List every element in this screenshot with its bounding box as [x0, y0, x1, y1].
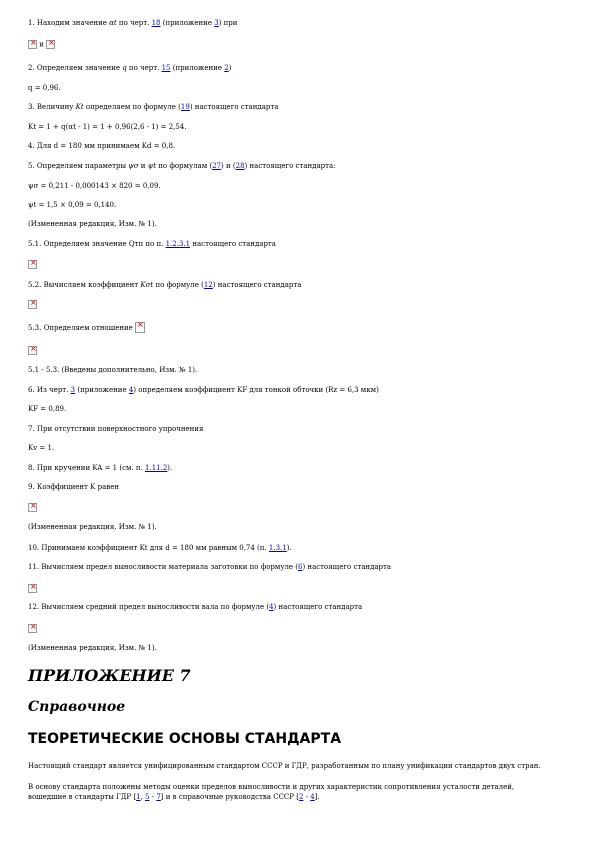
- link-formula[interactable]: 6: [298, 563, 303, 571]
- link-fig[interactable]: 15: [161, 64, 171, 72]
- para-9: ψt = 1,5 × 0,09 = 0,140.: [28, 201, 117, 209]
- para-20: 9. Коэффициент K равен: [28, 483, 120, 491]
- text: 11. Вычисляем предел выносливости материала заготовки по формуле (: [28, 563, 298, 571]
- text: и: [39, 40, 44, 49]
- link-clause[interactable]: 1.11.2: [145, 464, 168, 472]
- link-appendix[interactable]: 4: [128, 386, 134, 394]
- text: 3. Величину: [28, 103, 76, 111]
- para-2: [28, 64, 231, 73]
- text: ) и (: [221, 162, 236, 170]
- para-8: ψσ = 0,211 - 0,000143 × 820 = 0,09.: [28, 182, 161, 190]
- para-24: [28, 603, 362, 612]
- para-1-images: [28, 40, 55, 50]
- text: ) настоящего стандарта: [302, 563, 392, 571]
- broken-image-icon: [28, 300, 37, 309]
- text: 5. Определяем параметры: [28, 162, 129, 170]
- para-11: [28, 240, 276, 249]
- text: определяем по формуле (: [83, 103, 181, 111]
- broken-image-icon: [46, 40, 55, 49]
- link-appendix[interactable]: 3: [214, 19, 219, 27]
- broken-image-icon: [28, 624, 37, 633]
- broken-image-icon: [28, 260, 37, 269]
- formula-image-row: [28, 260, 37, 270]
- text: ] и в справочные руководства СССР [: [160, 793, 299, 801]
- link-clause[interactable]: 1.3.1: [268, 544, 287, 552]
- text: по формулам (: [156, 162, 213, 170]
- text: 5.3. Определяем отношение: [28, 324, 133, 332]
- para-14: 5.1 - 5.3. (Введены дополнительно, Изм. № 1).: [28, 366, 198, 374]
- para-26: Настоящий стандарт является унифицированным стандартом СССР и ГДР, разработанным по плану унификации стандартов двух стран.: [28, 762, 541, 770]
- text: по формуле (: [153, 281, 204, 289]
- text: ].: [314, 793, 320, 801]
- para-27a: В основу стандарта положены методы оценки пределов выносливости и других характеристик сопротивления усталости деталей,: [28, 783, 515, 791]
- link-fig[interactable]: 18: [151, 19, 161, 27]
- para-7: [28, 162, 336, 171]
- para-6: 4. Для d = 180 мм принимаем Kd = 0,8.: [28, 142, 176, 150]
- text: ) настоящего стандарта: [189, 103, 279, 111]
- text: 8. При кручении KA = 1 (см. п.: [28, 464, 146, 472]
- link-formula[interactable]: 27: [212, 162, 222, 170]
- para-10: (Измененная редакция, Изм. № 1).: [28, 220, 157, 228]
- text: настоящего стандарта: [190, 240, 276, 248]
- link-ref[interactable]: 2: [298, 793, 304, 801]
- link-ref[interactable]: 4: [310, 793, 315, 801]
- appendix-subheading: Справочное: [28, 699, 126, 715]
- text: ) определяем коэффициент KF для тонкой обточки (Rz = 6,3 мкм): [133, 386, 379, 394]
- text: ) при: [218, 19, 238, 27]
- text: 1. Находим значение: [28, 19, 110, 27]
- text: -: [149, 793, 157, 801]
- text: ,: [140, 793, 146, 801]
- text: 5.1. Определяем значение Qтп по п.: [28, 240, 166, 248]
- var: ψσ: [128, 162, 139, 170]
- para-19: [28, 464, 172, 473]
- text: 6. Из черт.: [28, 386, 71, 394]
- link-fig[interactable]: 3: [70, 386, 76, 394]
- text: по черт.: [116, 19, 152, 27]
- para-3: q = 0,96.: [28, 84, 61, 92]
- link-formula[interactable]: 4: [269, 603, 274, 611]
- text: ).: [286, 544, 292, 552]
- link-formula[interactable]: 28: [235, 162, 245, 170]
- section-title: ТЕОРЕТИЧЕСКИЕ ОСНОВЫ СТАНДАРТА: [28, 731, 342, 747]
- text: (приложение: [170, 64, 225, 72]
- formula-image-row: [28, 300, 37, 310]
- link-ref[interactable]: 7: [156, 793, 161, 801]
- para-18: Kv = 1.: [28, 444, 55, 452]
- text: и: [138, 162, 148, 170]
- formula-image-row: [28, 584, 37, 594]
- broken-image-icon: [135, 322, 145, 333]
- text: 12. Вычисляем средний предел выносливости вала по формуле (: [28, 603, 270, 611]
- para-21: (Измененная редакция, Изм. № 1).: [28, 523, 157, 531]
- var: q: [122, 64, 127, 72]
- para-17: 7. При отсутствии поверхностного упрочнения: [28, 425, 204, 433]
- broken-image-icon: [28, 40, 37, 49]
- para-27b: [28, 793, 320, 802]
- text: ) настоящего стандарта: [273, 603, 363, 611]
- link-clause[interactable]: 1.2.3.1: [165, 240, 191, 248]
- text: вошедшие в стандарты ГДР [: [28, 793, 137, 801]
- para-13: [28, 322, 145, 333]
- var: Kσt: [140, 281, 154, 289]
- text: ) настоящего стандарта:: [244, 162, 336, 170]
- para-22: [28, 544, 292, 553]
- para-15: [28, 386, 379, 395]
- text: (приложение: [75, 386, 129, 394]
- para-4: [28, 103, 278, 112]
- link-formula[interactable]: 19: [180, 103, 190, 111]
- formula-image-row: [28, 503, 37, 513]
- text: ).: [167, 464, 173, 472]
- text: ) настоящего стандарта: [212, 281, 302, 289]
- para-1: [28, 19, 237, 28]
- para-25: (Измененная редакция, Изм. № 1).: [28, 644, 157, 652]
- text: ): [228, 64, 232, 72]
- text: 5.2. Вычисляем коэффициент: [28, 281, 141, 289]
- broken-image-icon: [28, 346, 37, 355]
- link-appendix[interactable]: 2: [224, 64, 229, 72]
- formula-image-row: [28, 346, 37, 356]
- text: -: [303, 793, 311, 801]
- link-ref[interactable]: 5: [145, 793, 150, 801]
- var: αt: [109, 19, 117, 27]
- broken-image-icon: [28, 503, 37, 512]
- para-23: [28, 563, 391, 572]
- text: 10. Принимаем коэффициент Kt для d = 180 мм равным 0,74 (п.: [28, 544, 269, 552]
- var: Kt: [75, 103, 84, 111]
- para-12: [28, 281, 301, 290]
- text: по черт.: [126, 64, 162, 72]
- para-16: KF = 0,89.: [28, 405, 67, 413]
- var: ψt: [147, 162, 157, 170]
- appendix-heading: ПРИЛОЖЕНИЕ 7: [28, 666, 191, 685]
- text: 2. Определяем значение: [28, 64, 123, 72]
- link-ref[interactable]: 1: [136, 793, 141, 801]
- link-formula[interactable]: 12: [203, 281, 213, 289]
- text: (приложение: [160, 19, 215, 27]
- broken-image-icon: [28, 584, 37, 593]
- formula-image-row: [28, 624, 37, 634]
- para-5: Kt = 1 + q(αt - 1) = 1 + 0,96(2,6 - 1) = 2,54.: [28, 123, 187, 131]
